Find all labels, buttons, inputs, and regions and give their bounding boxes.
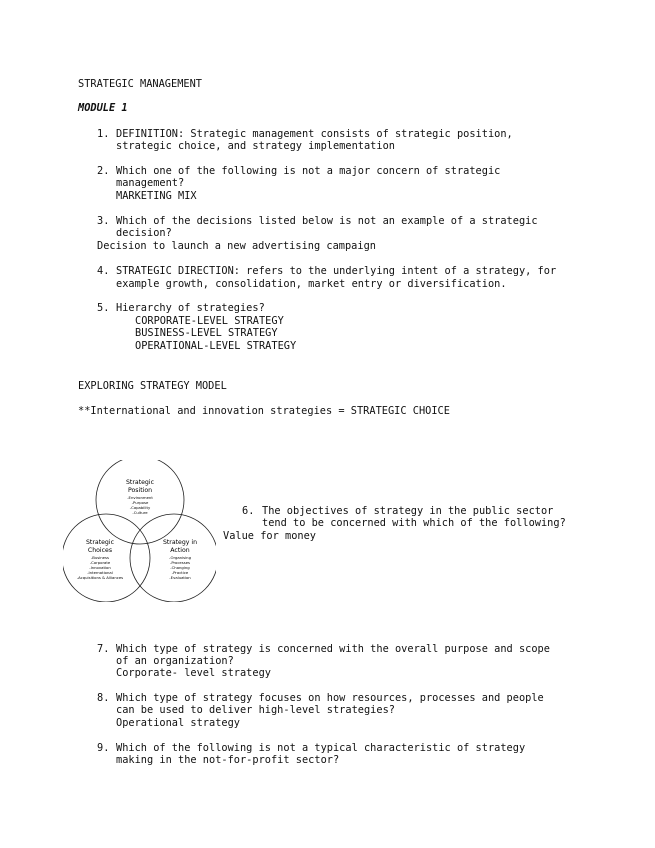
q8-answer: Operational strategy <box>116 717 240 729</box>
q3-line2: decision? <box>116 227 172 239</box>
q2-number: 2. <box>97 165 110 177</box>
choices-bullet-3: -Innovation <box>89 565 111 570</box>
action-bullet-4: -Practice <box>171 570 189 575</box>
q8-number: 8. <box>97 692 110 704</box>
choices-bullet-1: -Business <box>91 555 109 560</box>
position-bullet-1: -Environment <box>127 495 153 500</box>
action-bullet-1: -Organising <box>168 555 192 560</box>
q7-line1: Which type of strategy is concerned with the overall purpose and scope <box>116 643 550 655</box>
choices-bullet-2: -Corporate <box>89 560 111 565</box>
page-title: STRATEGIC MANAGEMENT <box>78 78 202 90</box>
q5-level-operational: OPERATIONAL-LEVEL STRATEGY <box>135 340 297 352</box>
q9-number: 9. <box>97 742 110 754</box>
action-bullet-2: -Processes <box>169 560 191 565</box>
q1-number: 1. <box>97 128 110 140</box>
choices-title1: Strategic <box>86 539 114 546</box>
q2-answer: MARKETING MIX <box>116 190 197 202</box>
position-title2: Position <box>127 487 153 494</box>
q5-level-business: BUSINESS-LEVEL STRATEGY <box>135 327 278 339</box>
choices-bullet-5: -Acquisitions & Alliances <box>76 575 124 580</box>
position-bullet-4: -Culture <box>132 510 148 515</box>
choices-title2: Choices <box>87 547 113 554</box>
q4-line1: STRATEGIC DIRECTION: refers to the underlying intent of a strategy, for <box>116 265 557 277</box>
action-bullet-3: -Changing <box>170 565 190 570</box>
q7-answer: Corporate- level strategy <box>116 667 271 679</box>
q5-line1: Hierarchy of strategies? <box>116 302 265 314</box>
q9-line2: making in the not-for-profit sector? <box>116 754 340 766</box>
q5-level-corporate: CORPORATE-LEVEL STRATEGY <box>135 315 284 327</box>
q1-line1: DEFINITION: Strategic management consists of strategic position, <box>116 128 513 140</box>
position-bullet-2: -Purpose <box>131 500 149 505</box>
q4-number: 4. <box>97 265 110 277</box>
venn-diagram <box>66 462 214 602</box>
q3-line1: Which of the decisions listed below is not an example of a strategic <box>116 215 538 227</box>
q5-number: 5. <box>97 302 110 314</box>
q4-line2: example growth, consolidation, market entry or diversification. <box>116 278 507 290</box>
q6-number: 6. <box>242 505 255 517</box>
exploring-strategy-diagram <box>66 462 214 602</box>
q6-answer: Value for money <box>223 530 316 542</box>
q2-line2: management? <box>116 177 185 189</box>
q3-number: 3. <box>97 215 110 227</box>
position-bullet-3: -Capability <box>129 505 151 510</box>
action-title1: Strategy in <box>162 539 198 546</box>
q7-number: 7. <box>97 643 110 655</box>
q3-answer: Decision to launch a new advertising campaign <box>97 240 376 252</box>
q9-line1: Which of the following is not a typical characteristic of strategy <box>116 742 526 754</box>
model-heading: EXPLORING STRATEGY MODEL <box>78 380 227 392</box>
q7-line2: of an organization? <box>116 655 234 667</box>
model-note: **International and innovation strategies = STRATEGIC CHOICE <box>78 405 450 417</box>
module-heading: MODULE 1 <box>78 102 128 114</box>
q8-line2: can be used to deliver high-level strategies? <box>116 704 395 716</box>
q8-line1: Which type of strategy focuses on how resources, processes and people <box>116 692 544 704</box>
q6-line1: The objectives of strategy in the public sector <box>262 505 554 517</box>
action-bullet-5: -Evaluation <box>169 575 191 580</box>
q2-line1: Which one of the following is not a major concern of strategic <box>116 165 501 177</box>
q6-line2: tend to be concerned with which of the following? <box>262 517 566 529</box>
choices-bullet-4: -International <box>87 570 113 575</box>
q1-line2: strategic choice, and strategy implementation <box>116 140 395 152</box>
action-title2: Action <box>170 547 190 554</box>
position-title1: Strategic <box>126 479 154 486</box>
